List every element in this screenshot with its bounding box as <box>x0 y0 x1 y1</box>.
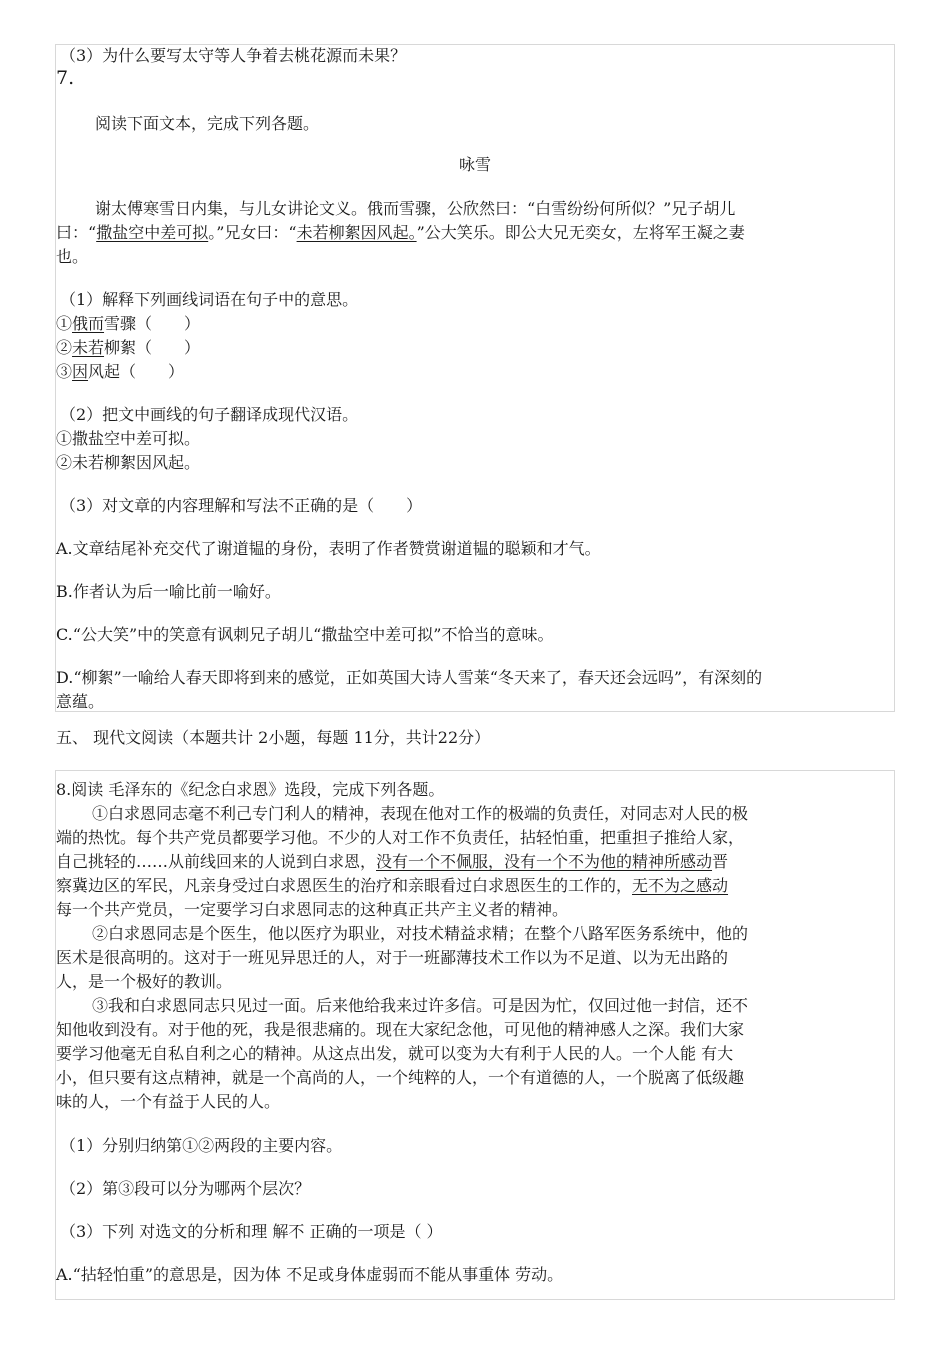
option-c: C.“公大笑”中的笑意有讽刺兄子胡儿“撒盐空中差可拟”不恰当的意味。 <box>56 625 554 644</box>
option-a: A.文章结尾补充交代了谢道韫的身份，表明了作者赞赏谢道韫的聪颖和才气。 <box>56 539 601 558</box>
q8-sub-question-1: （1）分别归纳第①②两段的主要内容。 <box>60 1136 343 1155</box>
sub-question-1-stem: （1）解释下列画线词语在句子中的意思。 <box>60 290 359 309</box>
paragraph-text: 晋 <box>712 852 729 871</box>
paragraph-3-line-5: 味的人，一个有益于人民的人。 <box>56 1092 281 1111</box>
paragraph-text: 自己挑轻的……从前线回来的人说到白求恩， <box>56 852 377 871</box>
passage-text: 曰：“ <box>56 223 97 242</box>
paragraph-3-line-1: ③我和白求恩同志只见过一面。后来他给我来过许多信。可是因为忙，仅回过他一封信，还不 <box>92 996 749 1015</box>
paragraph-3-line-3: 要学习他毫无自私自利之心的精神。从这点出发，就可以变为大有利于人民的人。一个人能 有大 <box>56 1044 734 1063</box>
passage-title: 咏雪 <box>458 155 491 174</box>
paragraph-1-line-4 <box>56 874 728 898</box>
q8-sub-question-2: （2）第③段可以分为哪两个层次？ <box>60 1179 311 1198</box>
underlined-sentence-2: 未若柳絮因风起。 <box>296 223 417 242</box>
word-item-2 <box>56 336 200 360</box>
underlined-word: 俄而 <box>72 314 105 333</box>
passage-text: ”公大笑乐。即公大兄无奕女，左将军王凝之妻 <box>416 223 745 242</box>
paragraph-1-line-5: 每一个共产党员，一定要学习白求恩同志的这种真正共产主义者的精神。 <box>56 900 569 919</box>
word-item-1 <box>56 312 200 336</box>
translate-item-1: ①撒盐空中差可拟。 <box>56 429 201 448</box>
underlined-word: 因 <box>72 362 89 381</box>
previous-sub-question-3: （3）为什么要写太守等人争着去桃花源而未果？ <box>60 46 407 65</box>
question-8-intro: 8.阅读 毛泽东的《纪念白求恩》选段，完成下列各题。 <box>56 780 445 799</box>
passage-line-2 <box>56 221 745 245</box>
item-text: 雪骤（ ） <box>104 314 201 333</box>
item-marker: ① <box>56 314 73 333</box>
item-text: 风起（ ） <box>88 362 185 381</box>
word-item-3 <box>56 360 184 384</box>
paragraph-1-line-2: 端的热忱。每个共产党员都要学习他。不少的人对工作不负责任，拈轻怕重，把重担子推给人家， <box>56 828 745 847</box>
paragraph-2-line-1: ②白求恩同志是个医生，他以医疗为职业，对技术精益求精；在整个八路军医务系统中，他的 <box>92 924 749 943</box>
paragraph-3-line-4: 小，但只要有这点精神，就是一个高尚的人，一个纯粹的人，一个有道德的人，一个脱离了低级趣 <box>56 1068 745 1087</box>
passage-line-1: 谢太傅寒雪日内集，与儿女讲论文义。俄而雪骤，公欣然曰：“白雪纷纷何所似？”兄子胡儿 <box>95 199 736 218</box>
q8-option-a: A.“拈轻怕重”的意思是，因为体 不足或身体虚弱而不能从事重体 劳动。 <box>56 1265 564 1284</box>
sub-question-3-stem: （3）对文章的内容理解和写法不正确的是（ ） <box>60 496 423 515</box>
q8-sub-question-3: （3）下列 对选文的分析和理 解不 正确的一项是（ ） <box>60 1222 443 1241</box>
paragraph-2-line-2: 医术是很高明的。这对于一班见异思迁的人，对于一班鄙薄技术工作以为不足道、以为无出路的 <box>56 948 729 967</box>
section-5-header: 五、 现代文阅读（本题共计 2小题，每题 11分，共计22分） <box>56 728 491 747</box>
option-d-line-2: 意蕴。 <box>56 692 105 711</box>
paragraph-2-line-3: 人，是一个极好的教训。 <box>56 972 233 991</box>
paragraph-1-line-3 <box>56 850 728 874</box>
item-marker: ③ <box>56 362 73 381</box>
paragraph-text: 察冀边区的军民，凡亲身受过白求恩医生的治疗和亲眼看过白求恩医生的工作的， <box>56 876 633 895</box>
item-marker: ② <box>56 338 73 357</box>
item-text: 柳絮（ ） <box>104 338 201 357</box>
paragraph-3-line-2: 知他收到没有。对于他的死，我是很悲痛的。现在大家纪念他，可见他的精神感人之深。我们大家 <box>56 1020 745 1039</box>
paragraph-1-line-1: ①白求恩同志毫不利己专门利人的精神，表现在他对工作的极端的负责任，对同志对人民的极 <box>92 804 749 823</box>
passage-text: 。”兄女曰：“ <box>208 223 297 242</box>
underlined-sentence-1: 撒盐空中差可拟 <box>96 223 209 242</box>
question-7-instruction: 阅读下面文本，完成下列各题。 <box>95 114 320 133</box>
question-number-7: 7. <box>56 67 75 89</box>
passage-line-3: 也。 <box>56 247 89 266</box>
sub-question-2-stem: （2）把文中画线的句子翻译成现代汉语。 <box>60 405 359 424</box>
underlined-phrase-1: 没有一个不佩服，没有一个不为他的精神所感动 <box>376 852 713 871</box>
underlined-word: 未若 <box>72 338 105 357</box>
underlined-phrase-2: 无不为之感动 <box>632 876 729 895</box>
translate-item-2: ②未若柳絮因风起。 <box>56 453 201 472</box>
option-d-line-1: D.“柳絮”一喻给人春天即将到来的感觉，正如英国大诗人雪莱“冬天来了，春天还会远吗”，有深刻的 <box>56 668 763 687</box>
option-b: B.作者认为后一喻比前一喻好。 <box>56 582 281 601</box>
